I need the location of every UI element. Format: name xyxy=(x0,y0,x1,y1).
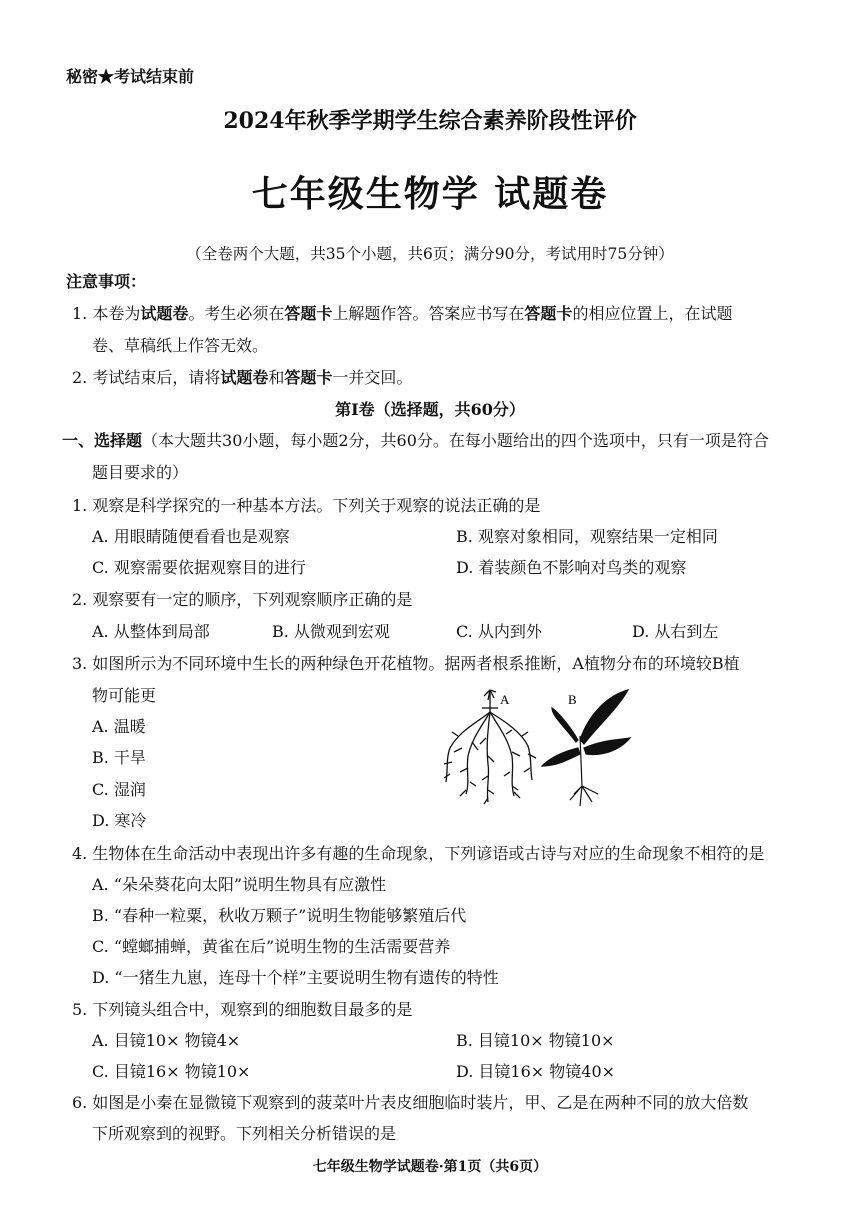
plant-roots-illustration xyxy=(438,686,638,816)
plant-roots-figure xyxy=(438,686,638,816)
secret-mark: 秘密★考试结束前 xyxy=(66,67,195,86)
question-2-option-b: B. 从微观到宏观 xyxy=(272,622,390,641)
notice-item-1: 1. 本卷为试题卷。考生必须在答题卡上解题作答。答案应书写在答题卡的相应位置上，在试题 xyxy=(72,304,733,323)
plant-b-drawing xyxy=(542,690,630,806)
question-3-option-b: B. 干旱 xyxy=(92,748,146,767)
question-5-stem: 5. 下列镜头组合中，观察到的细胞数目最多的是 xyxy=(72,1000,413,1019)
question-4-option-d: D. “一猪生九崽，连母十个样”主要说明生物有遗传的特性 xyxy=(92,968,499,987)
question-3-option-a: A. 温暖 xyxy=(92,717,146,736)
question-4-option-b: B. “春种一粒粟，秋收万颗子”说明生物能够繁殖后代 xyxy=(92,906,467,925)
exam-title: 2024年秋季学期学生综合素养阶段性评价 xyxy=(223,108,637,134)
section-heading: 一、选择题（本大题共30小题，每小题2分，共60分。在每小题给出的四个选项中，只有一项是符合 xyxy=(62,431,769,450)
question-3-option-d: D. 寒冷 xyxy=(92,811,147,830)
section-heading-cont: 题目要求的） xyxy=(92,463,189,482)
exam-subtitle: （全卷两个大题，共35个小题，共6页；满分90分，考试用时75分钟） xyxy=(186,245,674,263)
question-4-option-a: A. “朵朵葵花向太阳”说明生物具有应激性 xyxy=(92,875,387,894)
question-3-stem-cont: 物可能更 xyxy=(92,686,157,705)
notice-heading: 注意事项： xyxy=(66,272,147,291)
part-title: 第Ⅰ卷（选择题，共60分） xyxy=(335,400,525,419)
question-2-stem: 2. 观察要有一定的顺序，下列观察顺序正确的是 xyxy=(72,590,413,609)
question-3-stem: 3. 如图所示为不同环境中生长的两种绿色开花植物。据两者根系推断，A植物分布的环境较B植 xyxy=(72,654,740,673)
question-1-option-c: C. 观察需要依据观察目的进行 xyxy=(92,558,306,577)
question-5-option-c: C. 目镜16× 物镜10× xyxy=(92,1062,251,1081)
question-4-option-c: C. “螳螂捕蝉，黄雀在后”说明生物的生活需要营养 xyxy=(92,937,451,956)
question-6-stem-cont: 下所观察到的视野。下列相关分析错误的是 xyxy=(92,1124,397,1143)
question-1-option-a: A. 用眼睛随便看看也是观察 xyxy=(92,527,290,546)
question-5-option-d: D. 目镜16× 物镜40× xyxy=(456,1062,616,1081)
question-5-option-a: A. 目镜10× 物镜4× xyxy=(92,1031,241,1050)
figure-label-a: A xyxy=(500,692,510,707)
question-5-option-b: B. 目镜10× 物镜10× xyxy=(456,1031,615,1050)
page-footer: 七年级生物学试题卷·第1页（共6页） xyxy=(312,1159,548,1175)
question-2-option-d: D. 从右到左 xyxy=(632,622,719,641)
question-6-stem: 6. 如图是小秦在显微镜下观察到的菠菜叶片表皮细胞临时装片，甲、乙是在两种不同的放大倍数 xyxy=(72,1093,749,1112)
question-2-option-a: A. 从整体到局部 xyxy=(92,622,210,641)
exam-main-title: 七年级生物学 试题卷 xyxy=(251,173,609,215)
question-2-option-c: C. 从内到外 xyxy=(456,622,542,641)
figure-label-b: B xyxy=(568,692,577,707)
plant-a-drawing xyxy=(444,690,536,804)
question-1-stem: 1. 观察是科学探究的一种基本方法。下列关于观察的说法正确的是 xyxy=(72,496,541,515)
notice-item-1-cont: 卷、草稿纸上作答无效。 xyxy=(92,336,269,355)
notice-item-2: 2. 考试结束后，请将试题卷和答题卡一并交回。 xyxy=(72,368,413,387)
question-4-stem: 4. 生物体在生命活动中表现出许多有趣的生命现象，下列谚语或古诗与对应的生命现象不相符的是 xyxy=(72,844,765,863)
question-1-option-d: D. 着装颜色不影响对鸟类的观察 xyxy=(456,558,687,577)
question-3-option-c: C. 湿润 xyxy=(92,780,146,799)
question-1-option-b: B. 观察对象相同，观察结果一定相同 xyxy=(456,527,718,546)
